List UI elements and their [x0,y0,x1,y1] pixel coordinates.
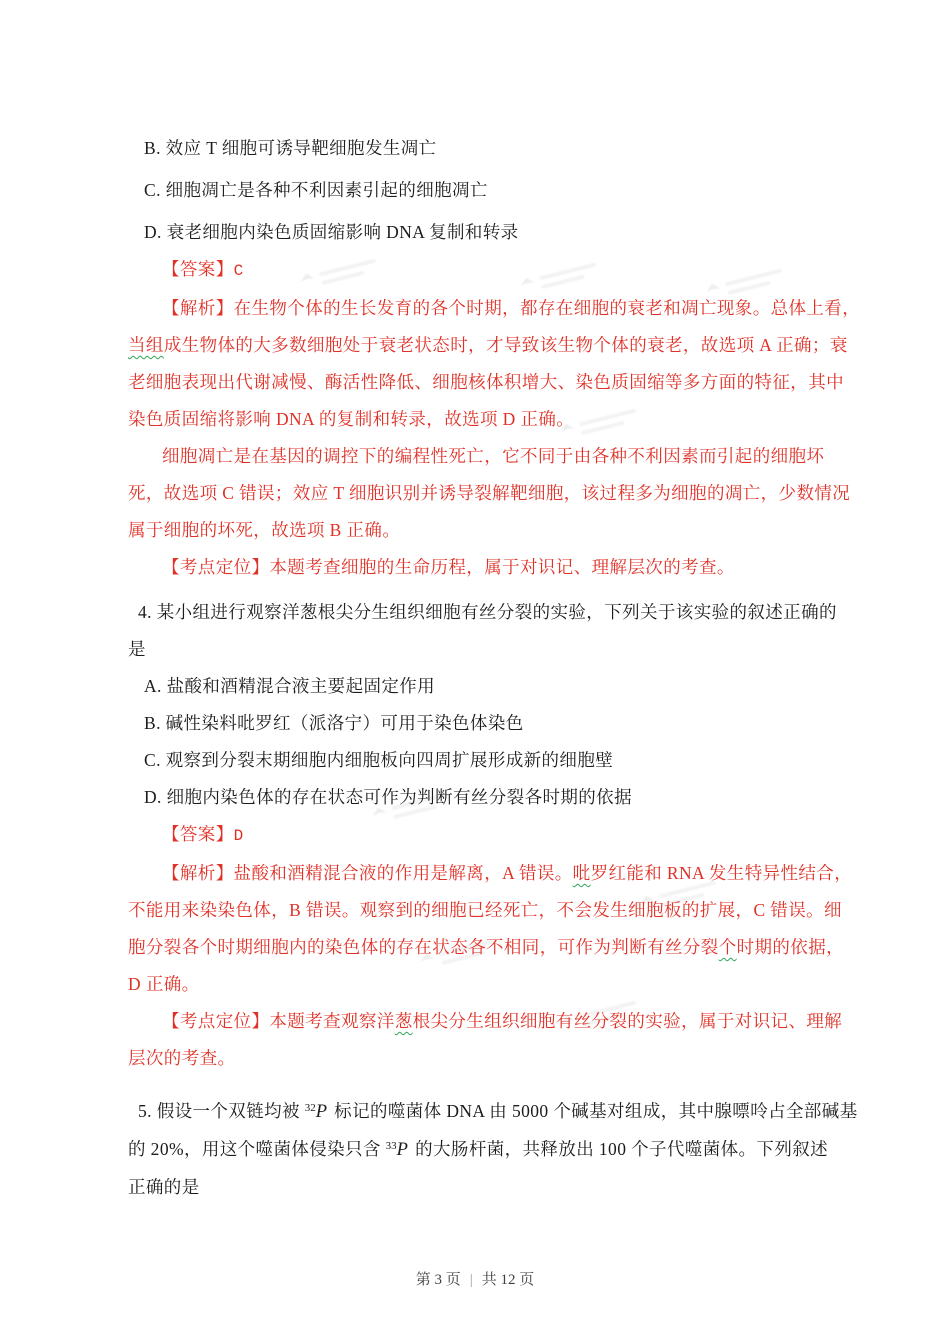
q3-analysis-line5 [128,438,825,475]
text-run: 属于细胞的坏死，故选项 B 正确。 [128,520,401,540]
text-run: C. 观察到分裂末期细胞内细胞板向四周扩展形成新的细胞壁 [144,750,614,770]
page-number: 第 3 页 [415,1272,461,1288]
text-run-ansletter: D [233,827,244,845]
q3-analysis-line3 [128,364,844,401]
text-run-wavy: 个 [718,937,737,957]
text-run: 层次的考查。 [128,1048,236,1068]
text-run: C. 细胞凋亡是各种不利因素引起的细胞凋亡 [144,180,488,200]
text-run: 5. 假设一个双链均被 [138,1101,305,1121]
text-run: 胞分裂各个时期细胞内的染色体的存在状态各不相同，可作为判断有丝分裂 [128,937,719,957]
text-run: 是 [128,639,146,659]
text-run: 细胞凋亡是在基因的调控下的编程性死亡，它不同于由各种不利因素而引起的细胞坏 [162,446,825,466]
q3-keypoint [128,549,818,586]
text-run: 【考点定位】本题考查细胞的生命历程，属于对识记、理解层次的考查。 [162,557,735,577]
text-run: 的 20%，用这个噬菌体侵染只含 [128,1139,386,1159]
q5-stem-line1 [128,1093,858,1131]
text-run: 死，故选项 C 错误；效应 T 细胞识别并诱导裂解靶细胞，该过程多为细胞的凋亡，少数情况 [128,483,851,503]
text-run-wavy: 当组 [128,335,164,355]
text-run: 的大肠杆菌，共释放出 100 个子代噬菌体。下列叙述 [410,1139,829,1159]
q3-analysis-line7 [128,512,818,549]
text-run-sup: 33 [385,1140,397,1152]
text-run-pvar: P [396,1140,409,1160]
text-run: 标记的噬菌体 DNA 由 5000 个碱基对组成，其中腺嘌呤占全部碱基 [329,1101,858,1121]
footer-separator: | [469,1272,473,1288]
text-run: 根尖分生组织细胞有丝分裂的实验，属于对识记、理解 [412,1011,843,1031]
text-run: 【解析】盐酸和酒精混合液的作用是解离，A 错误。 [162,863,573,883]
q4-option-d [128,779,818,816]
q3-option-b [128,130,818,167]
q5-stem-line2 [128,1131,829,1169]
text-run: 4. 某小组进行观察洋葱根尖分生组织细胞有丝分裂的实验，下列关于该实验的叙述正确的 [138,602,837,622]
text-run: 不能用来染染色体，B 错误。观察到的细胞已经死亡，不会发生细胞板的扩展，C 错误。细 [128,900,842,920]
text-run-wavy: 吡 [572,863,591,883]
text-run: 染色质固缩将影响 DNA 的复制和转录，故选项 D 正确。 [128,409,575,429]
text-run: A. 盐酸和酒精混合液主要起固定作用 [144,676,436,696]
q3-analysis-line6 [128,475,851,512]
q4-keypoint-line2 [128,1040,818,1077]
q4-option-a [128,668,818,705]
text-run: 成生物体的大多数细胞处于衰老状态时，才导致该生物个体的衰老，故选项 A 正确；衰 [163,335,848,355]
text-run: B. 效应 T 细胞可诱导靶细胞发生凋亡 [144,138,437,158]
q3-analysis-line4 [128,401,818,438]
text-run: 【答案】 [162,824,234,844]
text-run: 正确的是 [128,1177,200,1197]
q3-analysis-line2 [128,327,848,364]
q4-option-c [128,742,818,779]
text-run: 时期的依据， [736,937,845,957]
text-run: B. 碱性染料吡罗红（派洛宁）可用于染色体染色 [144,713,524,733]
text-run: 罗红能和 RNA 发生特异性结合， [590,863,853,883]
q3-analysis-line1 [128,290,861,327]
q4-stem-line1 [128,594,837,631]
q4-stem-line2 [128,631,818,668]
q4-option-b [128,705,818,742]
q3-answer [128,251,818,290]
q4-answer [128,816,818,855]
q4-keypoint-line1 [128,1003,843,1040]
text-run: D 正确。 [128,974,200,994]
text-run: 【解析】在生物个体的生长发育的各个时期，都存在细胞的衰老和凋亡现象。总体上看， [162,298,861,318]
q4-analysis-line4 [128,966,818,1003]
page-total: 共 12 页 [481,1272,535,1288]
text-run-ansletter: C [233,262,244,280]
q3-option-c [128,172,818,209]
text-run: D. 衰老细胞内染色质固缩影响 DNA 复制和转录 [144,222,519,242]
q4-analysis-line3 [128,929,845,966]
text-run-sup: 32 [304,1102,316,1114]
text-run-pvar: P [315,1102,328,1122]
page-footer [0,1268,950,1289]
text-run: 老细胞表现出代谢减慢、酶活性降低、细胞核体积增大、染色质固缩等多方面的特征，其中 [128,372,844,392]
text-run: 【考点定位】本题考查观察洋 [162,1011,395,1031]
document-lines [128,130,861,1206]
text-run: D. 细胞内染色体的存在状态可作为判断有丝分裂各时期的依据 [144,787,632,807]
text-run: 【答案】 [162,259,234,279]
q3-option-d [128,214,818,251]
q4-analysis-line1 [128,855,853,892]
q4-analysis-line2 [128,892,842,929]
text-run-wavy: 葱 [394,1011,413,1031]
q5-stem-line3 [128,1169,818,1206]
